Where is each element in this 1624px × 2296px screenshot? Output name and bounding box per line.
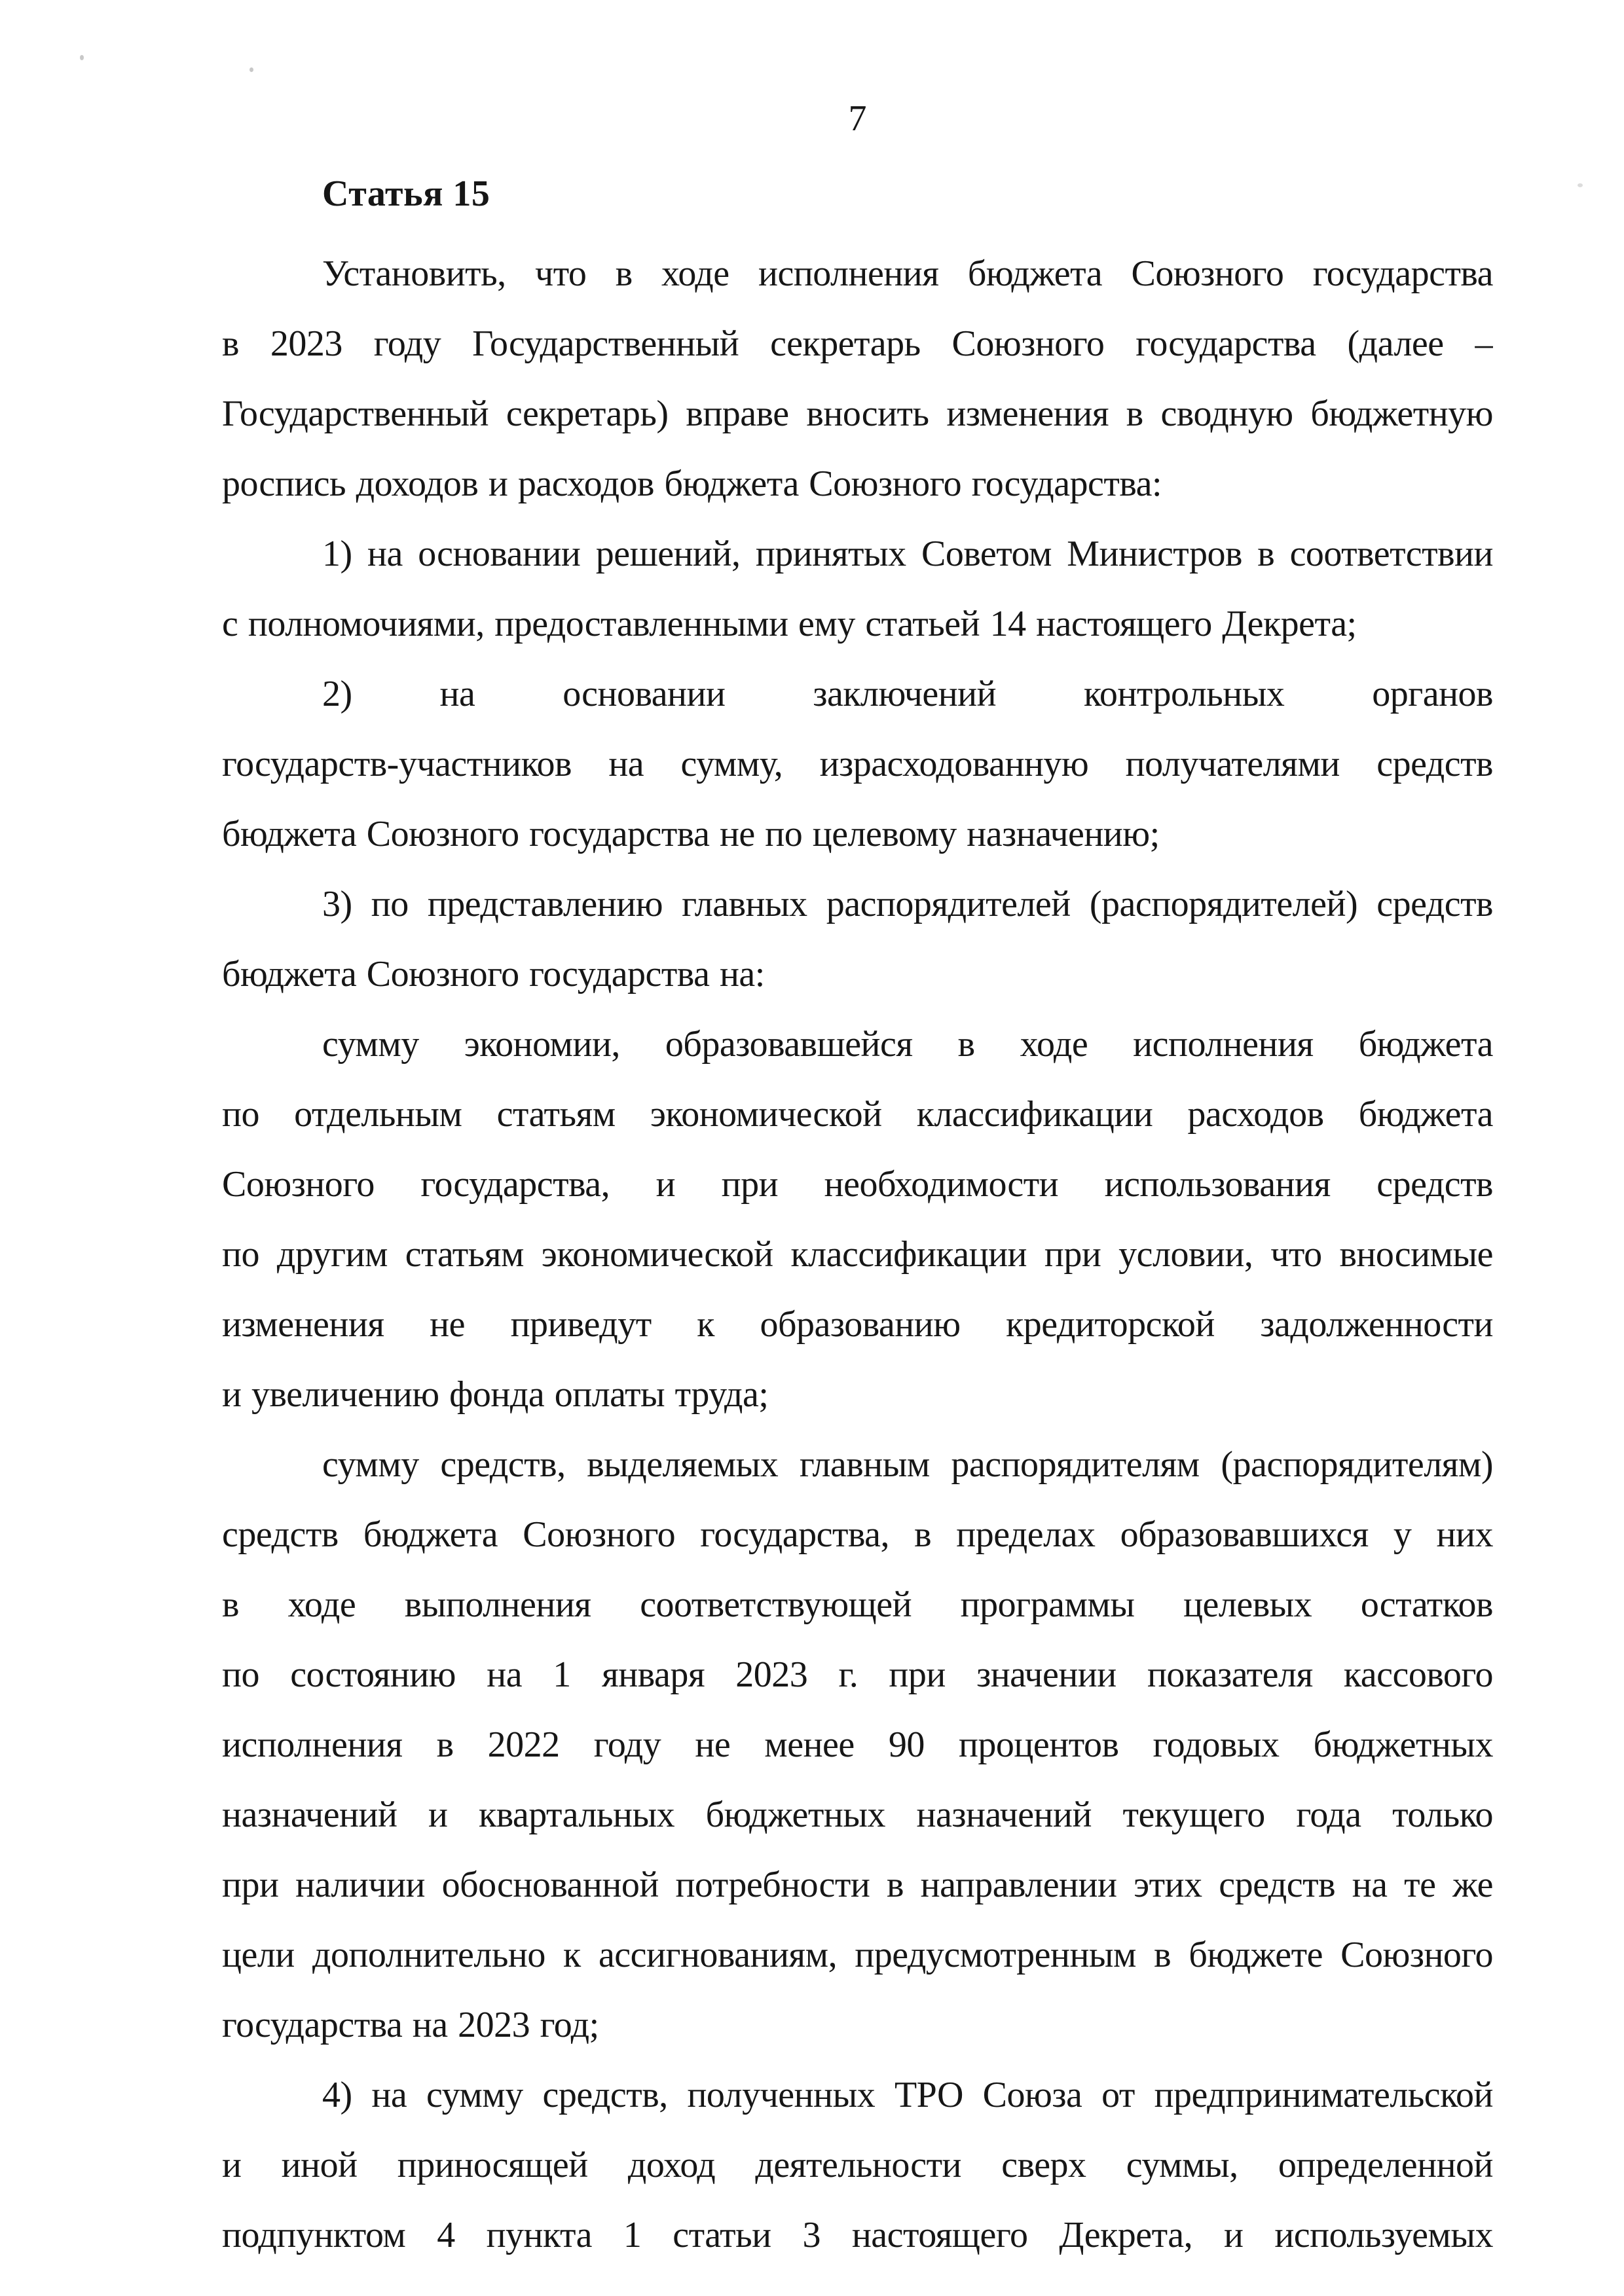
article-body <box>222 239 1493 2270</box>
text-line: исполнения в 2022 году не менее 90 процентов годовых бюджетных <box>222 1724 1493 1765</box>
text-line: и увеличению фонда оплаты труда; <box>222 1374 769 1415</box>
page-number: 7 <box>848 98 867 139</box>
text-line: бюджета Союзного государства на: <box>222 954 765 994</box>
scan-speck <box>1578 183 1583 187</box>
text-line: государств-участников на сумму, израсходованную получателями средств <box>222 744 1493 784</box>
text-line: по состоянию на 1 января 2023 г. при значении показателя кассового <box>222 1654 1493 1695</box>
text-line: средств бюджета Союзного государства, в пределах образовавшихся у них <box>222 1514 1493 1555</box>
text-line: в 2023 году Государственный секретарь Союзного государства (далее – <box>222 323 1493 364</box>
article-heading: Статья 15 <box>322 173 490 214</box>
text-line: при наличии обоснованной потребности в направлении этих средств на те же <box>222 1865 1493 1905</box>
text-line: 3) по представлению главных распорядителей (распорядителей) средств <box>322 884 1493 924</box>
text-line: Государственный секретарь) вправе вносить изменения в сводную бюджетную <box>222 393 1493 434</box>
text-line: по другим статьям экономической классификации при условии, что вносимые <box>222 1234 1493 1275</box>
text-line: бюджета Союзного государства не по целевому назначению; <box>222 814 1160 854</box>
text-line: цели дополнительно к ассигнованиям, предусмотренным в бюджете Союзного <box>222 1935 1493 1975</box>
text-line: роспись доходов и расходов бюджета Союзного государства: <box>222 464 1162 504</box>
text-line: назначений и квартальных бюджетных назначений текущего года только <box>222 1795 1493 1835</box>
text-line: государства на 2023 год; <box>222 2005 599 2045</box>
text-line: по отдельным статьям экономической классификации расходов бюджета <box>222 1094 1493 1135</box>
text-line: 1) на основании решений, принятых Советом Министров в соответствии <box>322 534 1493 574</box>
text-line: сумму средств, выделяемых главным распорядителям (распорядителям) <box>322 1444 1493 1485</box>
scan-speck <box>249 67 253 72</box>
text-line: сумму экономии, образовавшейся в ходе исполнения бюджета <box>322 1024 1493 1065</box>
text-line: подпунктом 4 пункта 1 статьи 3 настоящего Декрета, и используемых <box>222 2215 1493 2255</box>
text-line: с полномочиями, предоставленными ему статьей 14 настоящего Декрета; <box>222 604 1357 644</box>
text-line: изменения не приведут к образованию кредиторской задолженности <box>222 1304 1493 1345</box>
text-line: 4) на сумму средств, полученных ТРО Союза от предпринимательской <box>322 2075 1493 2115</box>
text-line: в ходе выполнения соответствующей программы целевых остатков <box>222 1584 1493 1625</box>
text-line: Установить, что в ходе исполнения бюджета Союзного государства <box>322 253 1493 294</box>
scan-speck <box>80 55 84 60</box>
text-line: и иной приносящей доход деятельности сверх суммы, определенной <box>222 2145 1493 2185</box>
text-line: Союзного государства, и при необходимости использования средств <box>222 1164 1493 1205</box>
text-line: 2) на основании заключений контрольных органов <box>322 674 1493 714</box>
